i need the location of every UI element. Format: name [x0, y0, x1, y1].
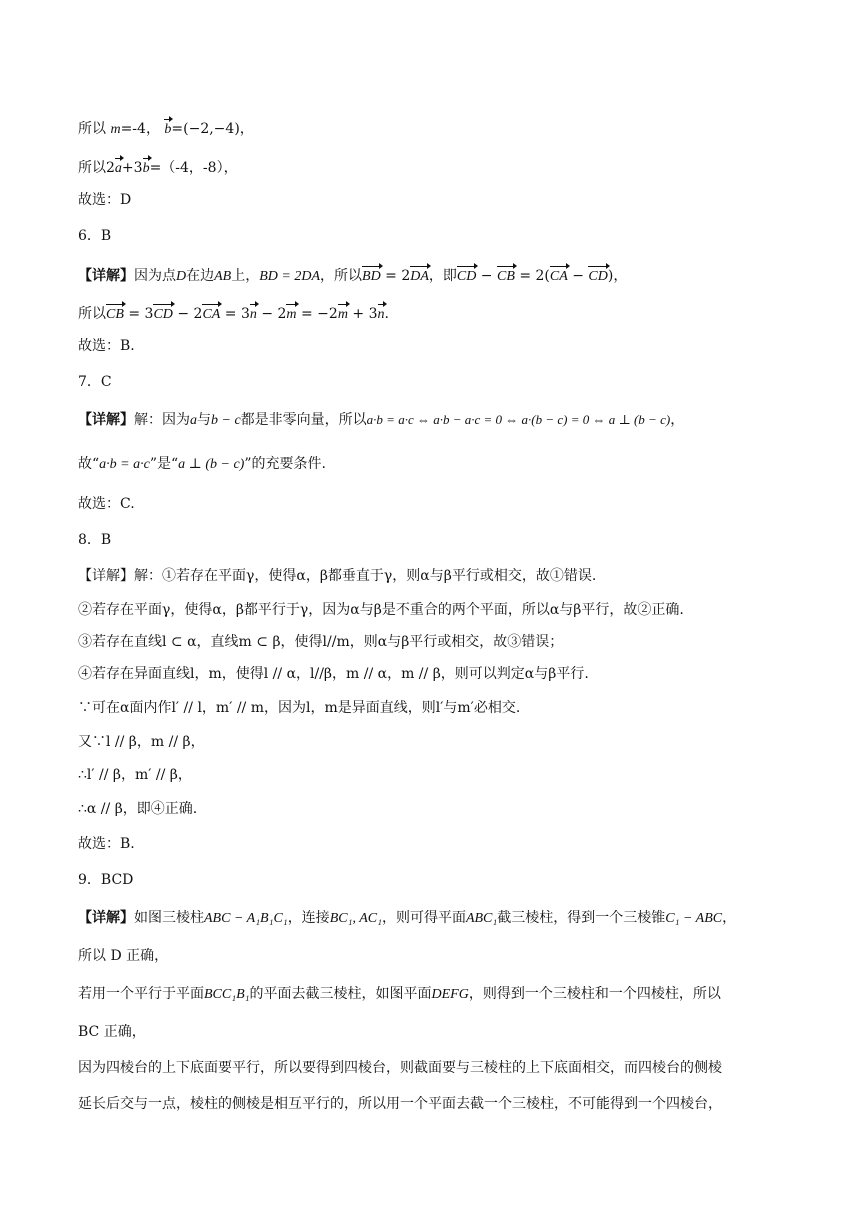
answer-line: 故选：B.: [78, 836, 135, 852]
text: .: [384, 306, 389, 322]
text-line: [78, 156, 790, 179]
vector-symbol: n: [250, 302, 257, 325]
text: ，所以: [320, 268, 363, 284]
text: 在边: [186, 268, 215, 284]
question-heading: 8．B: [78, 532, 112, 548]
vector-symbol: DA: [410, 264, 429, 287]
math-expr: a·b = a·c: [99, 457, 150, 472]
vector-symbol: CA: [550, 264, 568, 287]
math-expr: a ⊥ (b − c): [178, 457, 245, 472]
math-expr: ABC − A₁B₁C₁: [204, 911, 288, 926]
vector-symbol: m: [286, 302, 296, 325]
text-line: ③若存在直线l ⊂ α，直线m ⊂ β，使得l//m，则α与β平行或相交，故③错误；: [78, 634, 564, 650]
text: ”是“: [149, 456, 179, 472]
vector-symbol: m: [338, 302, 348, 325]
vector-symbol: b: [164, 117, 171, 140]
answer-line: 故选：B.: [78, 338, 135, 354]
math-var: m: [110, 122, 121, 137]
vector-symbol: CB: [106, 302, 124, 325]
vector-symbol: CD: [588, 264, 607, 287]
text: =（-4，-8），: [149, 160, 238, 176]
math-expr: BCC₁B₁: [204, 987, 250, 1002]
vector-symbol: CD: [457, 264, 476, 287]
text: 与: [197, 412, 211, 428]
math-expr: = 2: [380, 268, 411, 284]
text: 如图三棱柱: [134, 910, 204, 926]
math-expr: = 3: [220, 306, 250, 322]
math-expr: C₁ − ABC: [665, 911, 723, 926]
text: ，连接: [287, 910, 330, 926]
detail-tag: 【详解】: [78, 268, 134, 284]
text-line: 所以 D 正确，: [78, 948, 169, 964]
text: 上，: [231, 268, 260, 284]
text: 所以: [78, 121, 106, 137]
math-expr: −: [567, 268, 589, 284]
math-expr: DEFG: [431, 987, 469, 1002]
detail-tag: 【详解】: [78, 910, 134, 926]
vector-symbol: CD: [153, 302, 172, 325]
text-line: [78, 454, 790, 475]
text-line: 因为四棱台的上下底面要平行，所以要得到四棱台，则截面要与三棱柱的上下底面相交，而四棱台的侧棱: [78, 1060, 722, 1076]
text: =-4，: [120, 121, 160, 137]
text-line: ②若存在平面γ，使得α，β都平行于γ，因为α与β是不重合的两个平面，所以α与β平行，故②正确.: [78, 602, 684, 618]
math-expr: BD = 2DA: [259, 269, 321, 284]
math-expr: 2: [106, 160, 115, 176]
text: 都是非零向量，所以: [240, 412, 367, 428]
text: ，即: [428, 268, 457, 284]
text: ，: [670, 412, 685, 428]
question-heading: 7．C: [78, 374, 112, 390]
question-heading: 6．B: [78, 228, 112, 244]
text-line: ∵可在α面内作l′ // l，m′ // m，因为l，m是异面直线，则l′与m′必相交.: [78, 700, 521, 716]
text: 故“: [78, 456, 100, 472]
math-expr: − 2: [172, 306, 203, 322]
math-expr: ABC₁: [465, 911, 498, 926]
math-expr: +3: [121, 160, 143, 176]
text-line: 延长后交与一点，棱柱的侧棱是相互平行的，所以用一个平面去截一个三棱柱，不可能得到一个四棱台，: [78, 1096, 722, 1112]
detail-tag: 【详解】: [78, 412, 134, 428]
text-line: ④若存在异面直线l，m，使得l // α，l//β，m // α，m // β，则可以判定α与β平行.: [78, 666, 589, 682]
math-expr: )，: [607, 268, 628, 284]
answer-line: 故选：D: [78, 192, 132, 208]
text-line: [78, 908, 790, 929]
math-expr: −: [476, 268, 497, 284]
text-line: [78, 117, 790, 140]
math-expr: b − c: [211, 413, 241, 428]
text: 所以: [78, 160, 106, 176]
text: ”的充要条件.: [244, 456, 326, 472]
text: 若用一个平行于平面: [78, 986, 204, 1002]
text-line: [78, 302, 790, 325]
text: ，则得到一个三棱柱和一个四棱柱，所以: [468, 986, 721, 1002]
math-expr: − 2: [256, 306, 287, 322]
math-var: AB: [214, 269, 232, 284]
answer-line: 故选：C.: [78, 496, 135, 512]
math-var: D: [176, 269, 187, 284]
vector-symbol: CB: [497, 264, 515, 287]
text-line: ∴α // β，即④正确.: [78, 801, 198, 817]
text-line: [78, 264, 790, 287]
question-heading: 9．BCD: [78, 872, 134, 888]
text-line: BC 正确，: [78, 1024, 146, 1040]
text-line: 【详解】解：①若存在平面γ，使得α，β都垂直于γ，则α与β平行或相交，故①错误.: [78, 568, 597, 584]
math-expr: a·b = a·c ⇔ a·b − a·c = 0 ⇔ a·(b − c) = 0 ⇔ a ⊥ (b − c): [366, 412, 671, 427]
math-expr: = 2(: [514, 268, 550, 284]
text: 的平面去截三棱柱，如图平面: [249, 986, 432, 1002]
text-line: [78, 410, 790, 431]
math-expr: + 3: [347, 306, 378, 322]
math-var: a: [190, 413, 197, 428]
vector-symbol: a: [115, 156, 122, 179]
vector-symbol: b: [143, 156, 150, 179]
text: 解：因为: [134, 412, 190, 428]
text: 因为点: [134, 268, 176, 284]
text-line: 又∵l // β，m // β，: [78, 734, 205, 750]
math-expr: BC₁, AC₁: [329, 911, 382, 926]
math-expr: = −2: [296, 306, 338, 322]
vector-symbol: CA: [202, 302, 220, 325]
text: ，则可得平面: [381, 910, 466, 926]
math-expr: = 3: [123, 306, 154, 322]
vector-symbol: n: [378, 302, 385, 325]
math-expr: =(−2,−4)，: [171, 121, 254, 137]
vector-symbol: BD: [362, 264, 381, 287]
text-line: ∴l′ // β，m′ // β，: [78, 767, 192, 783]
text: 截三棱柱，得到一个三棱锥: [497, 910, 666, 926]
text-line: [78, 984, 790, 1005]
text: 所以: [78, 306, 106, 322]
text: ，: [722, 910, 737, 926]
